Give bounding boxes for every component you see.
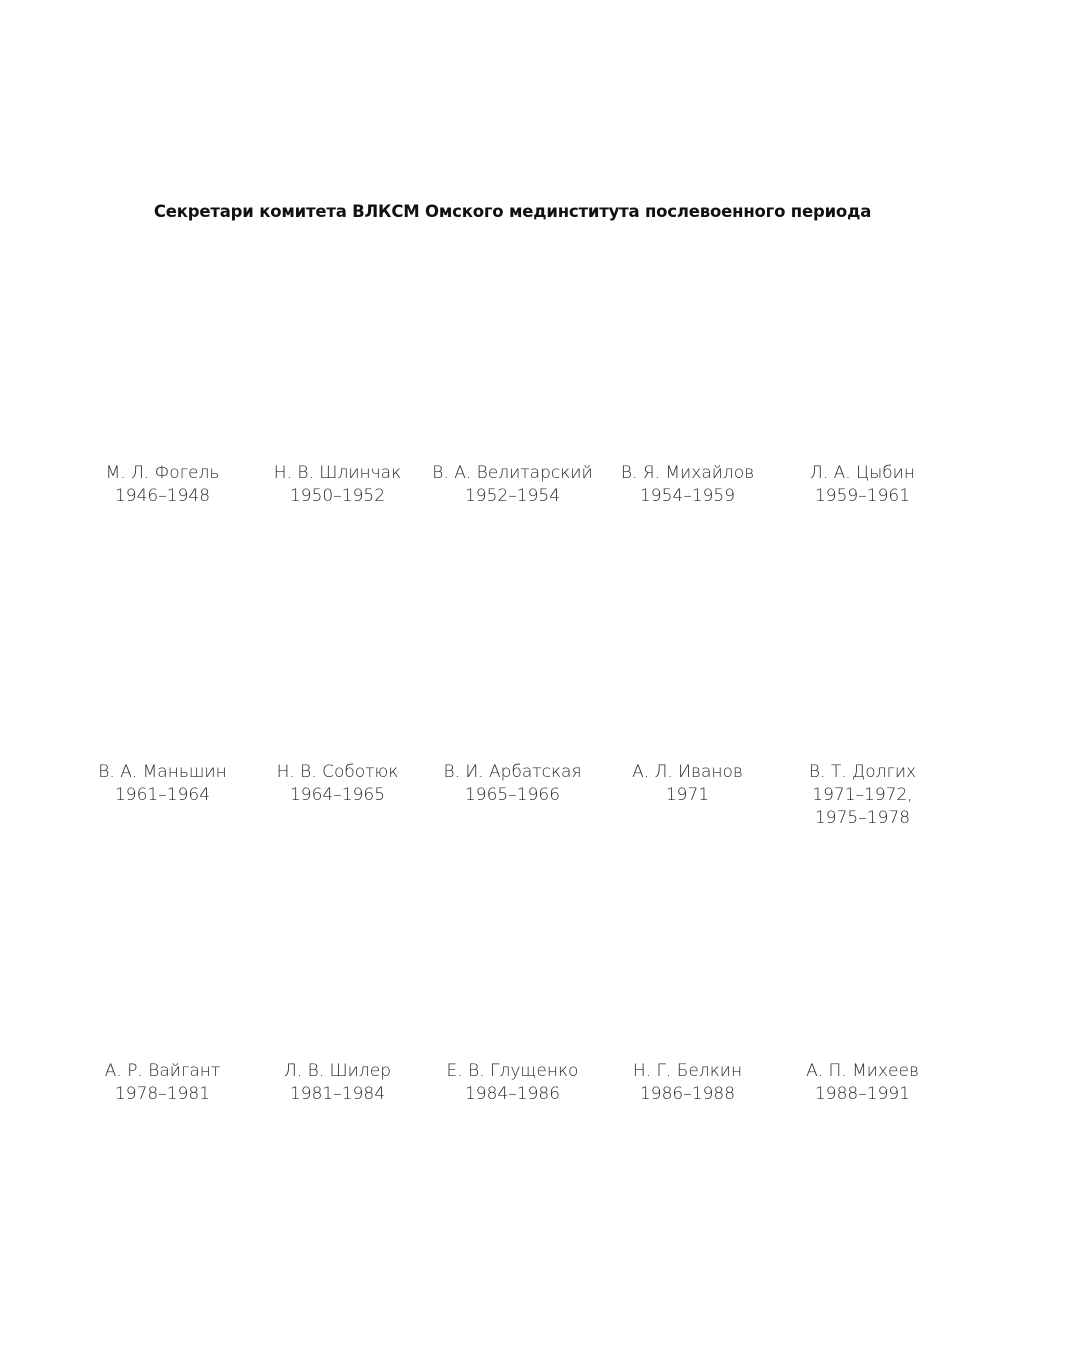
secretary-years: 1984–1986 (464, 1084, 561, 1104)
secretary-entry (775, 1060, 950, 1106)
secretary-entry (425, 1060, 600, 1106)
secretary-entry (600, 761, 775, 830)
secretary-entry (250, 1060, 425, 1106)
secretary-name: В. И. Арбатская (443, 762, 582, 782)
secretary-years: 1988–1991 (814, 1084, 911, 1104)
secretary-name: В. А. Маньшин (98, 762, 227, 782)
secretary-entry (75, 761, 250, 830)
secretary-years: 1950–1952 (289, 486, 386, 506)
secretary-name: В. Т. Долгих (808, 762, 917, 782)
secretary-name: М. Л. Фогель (105, 463, 220, 483)
page-title: Секретари комитета ВЛКСМ Омского мединститута послевоенного периода (153, 202, 872, 221)
secretary-entry (600, 462, 775, 508)
secretary-years: 1959–1961 (814, 486, 911, 506)
secretary-years: 1946–1948 (114, 486, 211, 506)
secretary-entry (75, 462, 250, 508)
secretaries-row-3 (75, 1060, 950, 1106)
secretary-name: А. Р. Вайгант (104, 1061, 221, 1081)
secretary-entry (425, 462, 600, 508)
secretary-name: Н. В. Шлинчак (273, 463, 402, 483)
secretary-entry (775, 462, 950, 508)
secretary-years: 1961–1964 (114, 785, 211, 805)
secretary-years-second: 1975–1978 (814, 808, 911, 828)
secretary-name: Е. В. Глущенко (446, 1061, 579, 1081)
secretary-years: 1954–1959 (639, 486, 736, 506)
secretary-years: 1986–1988 (639, 1084, 736, 1104)
secretary-entry (600, 1060, 775, 1106)
secretary-entry (250, 462, 425, 508)
secretary-name: В. А. Велитарский (432, 463, 593, 483)
secretary-years: 1978–1981 (114, 1084, 211, 1104)
secretary-years: 1971–1972, (812, 785, 913, 805)
secretary-name: А. Л. Иванов (632, 762, 743, 782)
secretary-name: Н. Г. Белкин (632, 1061, 743, 1081)
secretary-name: Н. В. Соботюк (276, 762, 399, 782)
secretary-entry (250, 761, 425, 830)
secretary-years: 1981–1984 (289, 1084, 386, 1104)
secretaries-row-2 (75, 761, 950, 830)
secretary-years: 1952–1954 (464, 486, 561, 506)
secretary-years: 1965–1966 (464, 785, 561, 805)
secretaries-row-1 (75, 462, 950, 508)
secretary-name: Л. А. Цыбин (810, 463, 915, 483)
secretary-entry (775, 761, 950, 830)
secretary-entry (425, 761, 600, 830)
secretary-name: В. Я. Михайлов (620, 463, 755, 483)
secretary-entry (75, 1060, 250, 1106)
secretary-name: Л. В. Шилер (284, 1061, 391, 1081)
secretary-name: А. П. Михеев (806, 1061, 919, 1081)
secretary-years: 1971 (665, 785, 710, 805)
secretary-years: 1964–1965 (289, 785, 386, 805)
